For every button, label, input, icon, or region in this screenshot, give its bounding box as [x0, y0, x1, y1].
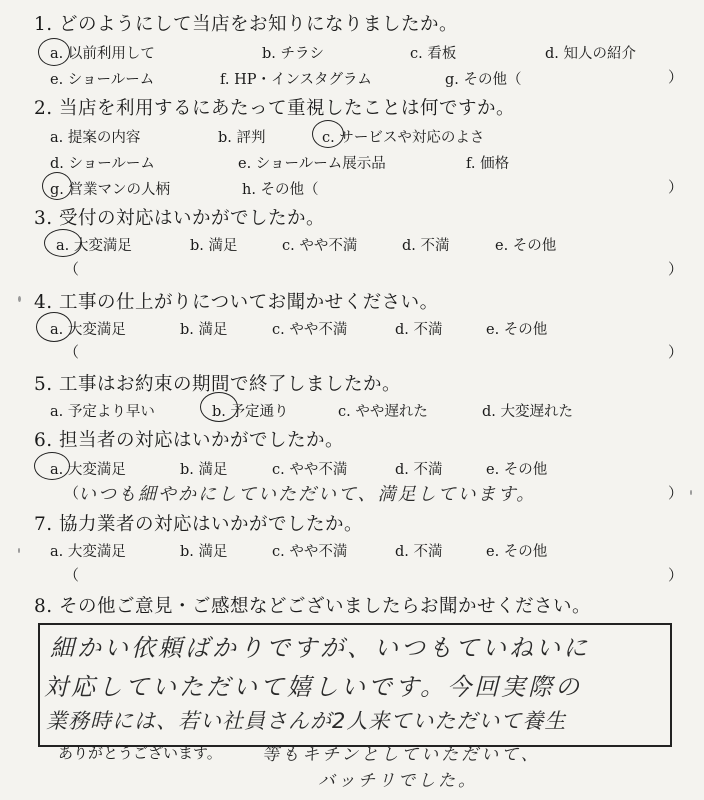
q1-option-d: d. 知人の紹介 — [545, 46, 636, 62]
q4-option-d: d. 不満 — [395, 322, 443, 338]
q6-title: 6. 担当者の対応はいかがでしたか。 — [34, 430, 345, 451]
q8-handwritten-line-4: 等もキチンとしていただいて、 — [262, 745, 541, 765]
q5-option-a: a. 予定より早い — [50, 404, 155, 420]
q2-option-e: e. ショールーム展示品 — [238, 156, 386, 172]
q3-paren-close: ） — [668, 260, 684, 278]
q2-title: 2. 当店を利用するにあたって重視したことは何ですか。 — [34, 98, 516, 119]
q8-handwritten-line-5: バッチリでした。 — [318, 771, 478, 791]
q8-title: 8. その他ご意見・ご感想などございましたらお聞かせください。 — [34, 596, 592, 617]
q1-paren-close: ） — [668, 68, 684, 86]
q7-paren-open: （ — [64, 566, 80, 584]
q6-option-d: d. 不満 — [395, 462, 443, 478]
q4-option-e: e. その他 — [486, 322, 548, 338]
q2-option-f: f. 価格 — [466, 156, 510, 172]
q4-paren-open: （ — [64, 343, 80, 361]
q2-paren-close: ） — [668, 178, 684, 196]
q5-title: 5. 工事はお約束の期間で終了しましたか。 — [34, 374, 402, 395]
q3-option-d: d. 不満 — [402, 238, 450, 254]
q7-option-b: b. 満足 — [180, 544, 228, 560]
q1-title: 1. どのようにして当店をお知りになりましたか。 — [34, 14, 459, 35]
q2-option-h: h. その他（ — [242, 182, 319, 198]
q3-option-c: c. やや不満 — [282, 238, 358, 254]
q1-option-a: a. 以前利用して — [50, 46, 155, 62]
speck — [18, 296, 21, 302]
q4-option-c: c. やや不満 — [272, 322, 348, 338]
q3-option-b: b. 満足 — [190, 238, 238, 254]
q7-option-a: a. 大変満足 — [50, 544, 126, 560]
q2-option-c: c. サービスや対応のよさ — [322, 130, 485, 146]
q4-option-b: b. 満足 — [180, 322, 228, 338]
q1-option-e: e. ショールーム — [50, 72, 155, 88]
q7-option-c: c. やや不満 — [272, 544, 348, 560]
q1-option-f: f. HP・インスタグラム — [220, 72, 372, 88]
q5-option-b: b. 予定通り — [212, 404, 289, 420]
q7-option-e: e. その他 — [486, 544, 548, 560]
q6-option-c: c. やや不満 — [272, 462, 348, 478]
q6-option-b: b. 満足 — [180, 462, 228, 478]
speck — [690, 490, 692, 495]
q8-handwritten-line-3: 業務時には、若い社員さんが2人来ていただいて養生 — [46, 709, 567, 733]
q8-handwritten-line-2: 対応していただいて嬉しいです。今回実際の — [44, 673, 583, 701]
q7-paren-close: ） — [668, 566, 684, 584]
q3-option-a: a. 大変満足 — [56, 238, 132, 254]
q2-option-d: d. ショールーム — [50, 156, 155, 172]
q2-option-a: a. 提案の内容 — [50, 130, 141, 146]
q7-option-d: d. 不満 — [395, 544, 443, 560]
q7-title: 7. 協力業者の対応はいかがでしたか。 — [34, 514, 364, 535]
q1-option-g: g. その他（ — [445, 72, 522, 88]
q2-option-b: b. 評判 — [218, 130, 266, 146]
q4-paren-close: ） — [668, 343, 684, 361]
q8-handwritten-line-1: 細かい依頼ばかりですが、いつもていねいに — [50, 634, 590, 662]
q5-option-d: d. 大変遅れた — [482, 404, 573, 420]
q6-option-e: e. その他 — [486, 462, 548, 478]
q6-paren-close: ） — [668, 484, 684, 502]
q3-title: 3. 受付の対応はいかがでしたか。 — [34, 208, 326, 229]
q6-handwritten-comment: いつも細やかにしていただいて、満足しています。 — [78, 484, 537, 505]
q4-option-a: a. 大変満足 — [50, 322, 126, 338]
q1-option-b: b. チラシ — [262, 46, 324, 62]
speck — [18, 548, 20, 553]
q3-paren-open: （ — [64, 260, 80, 278]
q6-paren-open: （ — [64, 484, 80, 502]
q1-option-c: c. 看板 — [410, 46, 457, 62]
q3-option-e: e. その他 — [495, 238, 557, 254]
q4-title: 4. 工事の仕上がりについてお聞かせください。 — [34, 292, 439, 313]
thanks-text: ありがとうございます。 — [58, 744, 222, 762]
q2-option-g: g. 営業マンの人柄 — [50, 182, 170, 198]
q5-option-c: c. やや遅れた — [338, 404, 428, 420]
q6-option-a: a. 大変満足 — [50, 462, 126, 478]
